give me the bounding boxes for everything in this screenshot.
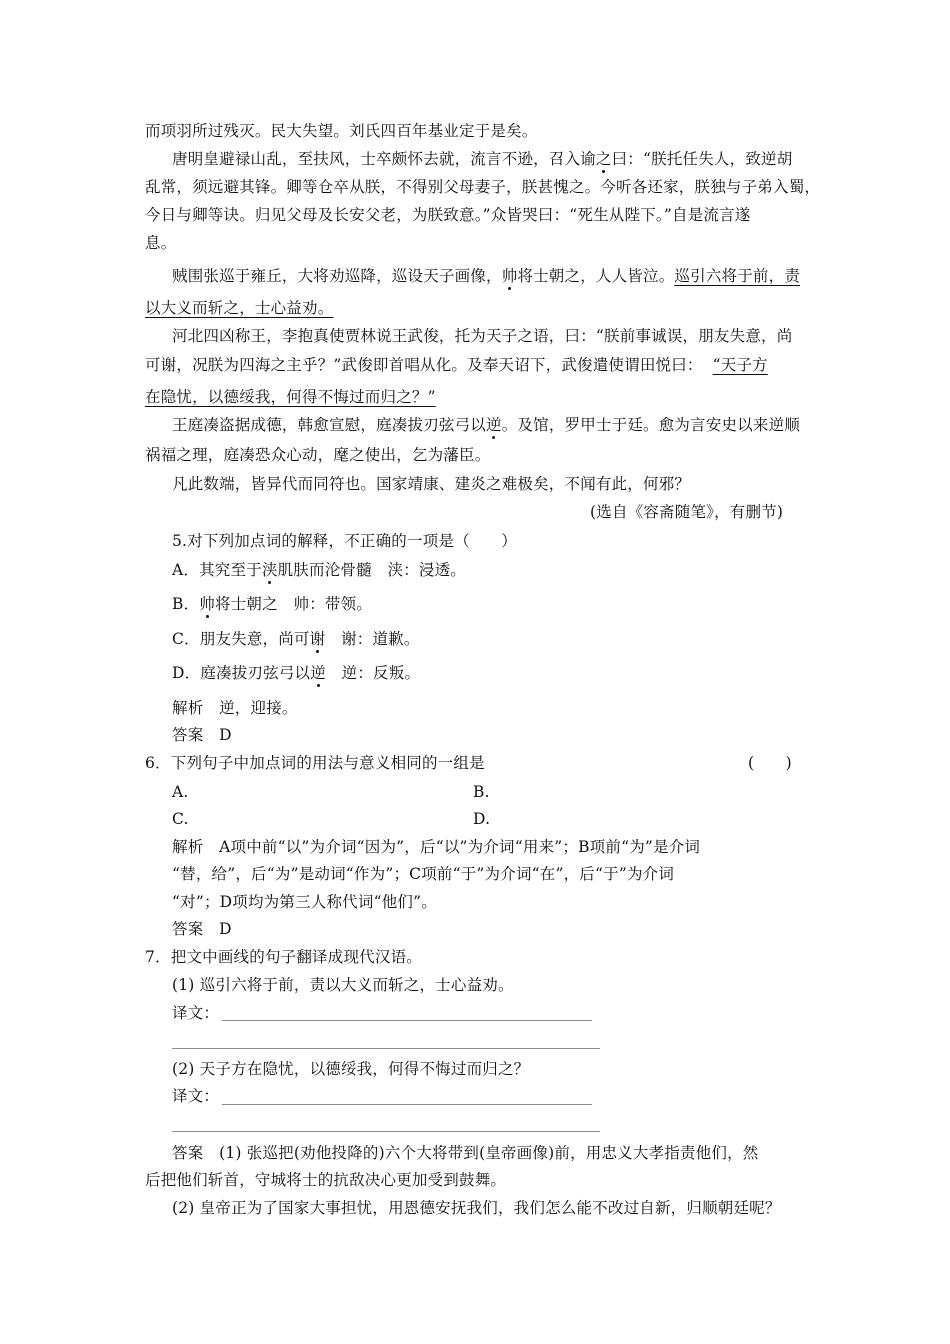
underlined-sentence: 在隐忧，以德绥我，何得不悔过而归之？”: [145, 388, 436, 406]
question-7-answer: (2) 皇帝正为了国家大事担忧，用恩德安抚我们，我们怎么能不改过自新，归顺朝廷呢？: [172, 1199, 781, 1217]
question-6-analysis: 解析 A项中前“以”为介词“因为”，后“以”为介词“用来”；B项前“为”是介词: [172, 838, 701, 856]
question-6-answer: 答案 D: [172, 920, 232, 938]
question-5-answer: 答案 D: [172, 726, 232, 744]
emphasis-dot-char: 逆: [486, 416, 502, 434]
answer-blank-line: [172, 1048, 600, 1049]
question-7-stem: 7．把文中画线的句子翻译成现代汉语。: [145, 948, 422, 966]
answer-blank-line: [222, 1104, 592, 1105]
question-5-analysis: 解析 逆，迎接。: [172, 699, 298, 717]
answer-blank-line: [172, 1131, 600, 1132]
passage-line: 祸福之理，庭凑恐众心动，麾之使出，乞为藩臣。: [145, 446, 491, 464]
question-6-stem: 6．下列句子中加点词的用法与意义相同的一组是: [145, 754, 485, 772]
question-6-option-b: B.: [473, 783, 490, 801]
emphasis-dot-char: 帅: [501, 267, 518, 285]
passage-line: [145, 354, 768, 376]
passage-line: 而项羽所过残灭。民大失望。刘氏四百年基业定于是矣。: [145, 122, 538, 140]
question-6-option-d: D.: [473, 810, 491, 828]
underlined-sentence: 巡引六将于前，责: [674, 267, 801, 285]
question-7-sentence-2: (2) 天子方在隐忧，以德绥我，何得不悔过而归之？: [172, 1060, 530, 1078]
emphasis-dot-char: 逆: [310, 664, 326, 682]
passage-text: 可谢，况朕为四海之主乎？”武俊即首唱从化。及奉天诏下，武俊遣使谓田悦曰：: [145, 356, 703, 374]
translation-label: 译文：: [172, 1087, 220, 1105]
translation-label: 译文：: [172, 1004, 220, 1022]
question-5-option-b: B．帅将士朝之 帅：带领。: [172, 595, 373, 613]
passage-text: 贼围张巡于雍丘，大将劝巡降，巡设天子画像，帅将士朝之，人人皆泣。: [172, 267, 675, 285]
question-5-option-a: A．其究至于浃肌肤而沦骨髓 浃：浸透。: [172, 561, 467, 579]
question-7-answer: 后把他们斩首，守城将士的抗敌决心更加受到鼓舞。: [145, 1171, 507, 1189]
passage-line: 王庭凑盗据成德，韩愈宣慰，庭凑拔刃弦弓以逆。及馆，罗甲士于廷。愈为言安史以来逆顺: [172, 416, 801, 434]
question-6-analysis: “对”；D项均为第三人称代词“他们”。: [172, 893, 437, 911]
question-5-option-d: D．庭凑拔刃弦弓以逆 逆：反叛。: [172, 664, 421, 682]
answer-blank-line: [222, 1020, 592, 1021]
emphasis-dot-char: 谢: [309, 630, 326, 648]
answer-paren: ( ): [748, 754, 792, 772]
passage-line: 唐明皇避禄山乱，至扶风，士卒颇怀去就，流言不逊，召入谕之曰：“朕托任失人，致逆胡: [172, 150, 793, 168]
source-citation: (选自《容斋随笔》，有删节): [590, 503, 784, 521]
question-6-option-c: C.: [172, 810, 189, 828]
question-6-option-a: A.: [172, 783, 189, 801]
emphasis-dot-char: 之: [595, 150, 612, 168]
question-6-analysis: “替，给”，后“为”是动词“作为”；C项前“于”为介词“在”，后“于”为介词: [172, 865, 675, 883]
passage-line: 河北四凶称王，李抱真使贾林说王武俊，托为天子之语，曰：“朕前事诚误，朋友失意，尚: [172, 327, 793, 345]
question-5-stem: 5.对下列加点词的解释，不正确的一项是（ ）: [172, 532, 517, 550]
passage-line: 今日与卿等诀。归见父母及长安父老，为朕致意。”众皆哭曰：“死生从陛下。”自是流言遂: [145, 206, 751, 224]
emphasis-dot-char: 帅: [199, 595, 215, 613]
passage-line: 息。: [145, 234, 177, 252]
emphasis-dot-char: 浃: [261, 561, 278, 579]
underlined-sentence: 以大义而斩之，士心益劝。: [145, 299, 334, 317]
underlined-sentence: “天子方: [712, 356, 768, 374]
passage-line: 乱常，须远避其锋。卿等仓卒从朕，不得别父母妻子，朕甚愧之。今听各还家，朕独与子弟入蜀，: [145, 178, 821, 196]
question-7-sentence-1: (1) 巡引六将于前，责以大义而斩之，士心益劝。: [172, 976, 514, 994]
passage-line: [172, 265, 800, 287]
passage-line: 凡此数端，皆异代而同符也。国家靖康、建炎之难极矣，不闻有此，何邪？: [172, 475, 691, 493]
question-5-option-c: C．朋友失意，尚可谢 谢：道歉。: [172, 630, 420, 648]
question-7-answer: 答案 (1) 张巡把(劝他投降的)六个大将带到(皇帝画像)前，用忠义大孝指责他们，然: [172, 1144, 759, 1162]
